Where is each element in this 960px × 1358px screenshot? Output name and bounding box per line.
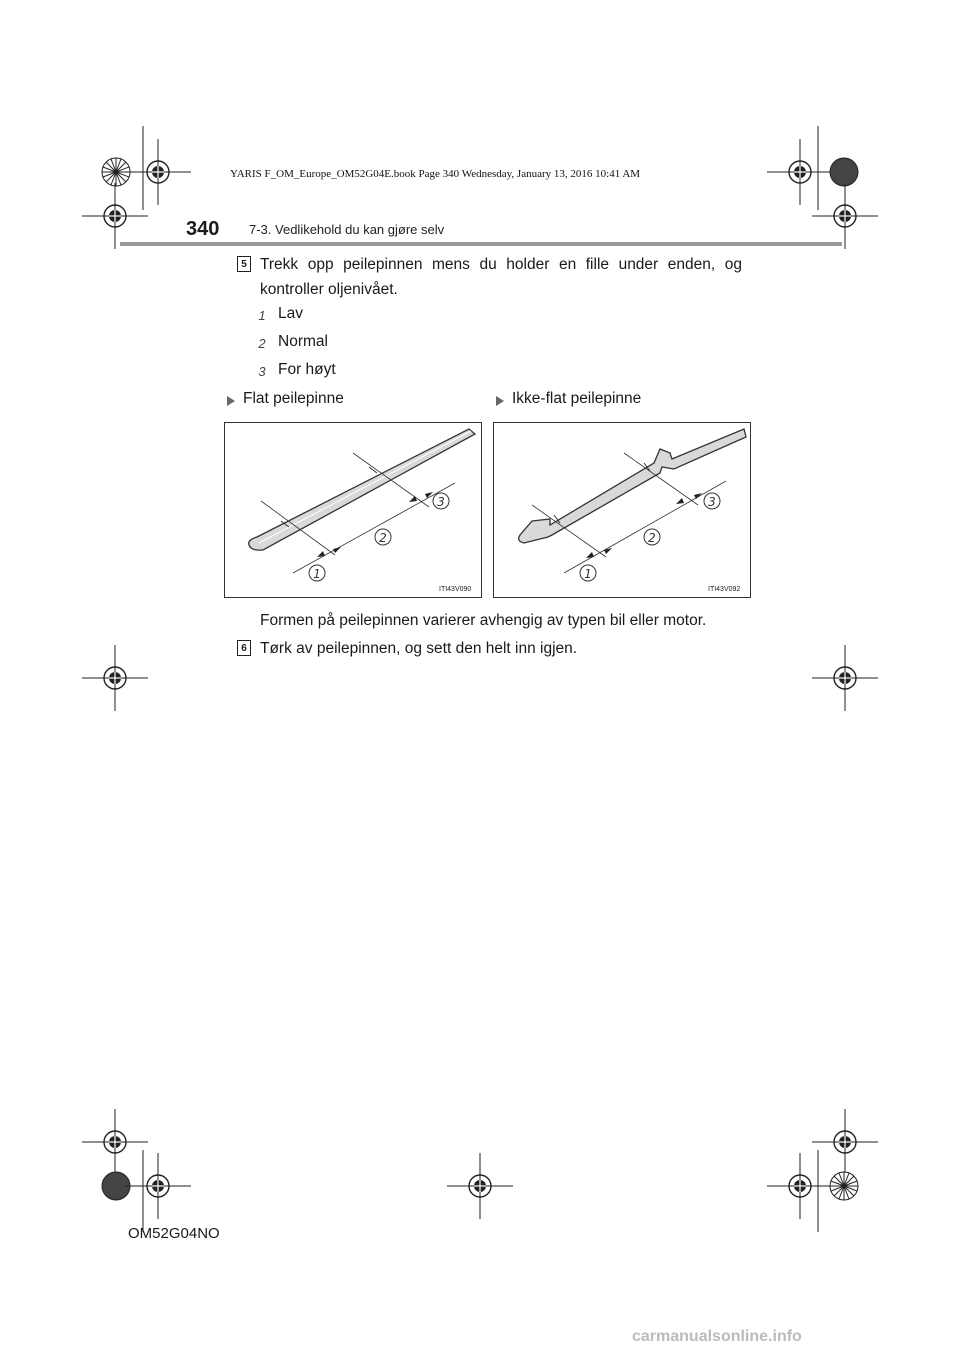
nonflat-dipstick-figure	[493, 422, 751, 598]
level-label: Normal	[278, 333, 328, 350]
dimension-line	[564, 481, 726, 573]
callout-number: 1	[258, 307, 266, 323]
note-text: Formen på peilepinnen varierer avhengig av typen bil eller motor.	[260, 612, 707, 629]
step-text: Tørk av peilepinnen, og sett den helt inn igjen.	[260, 640, 578, 657]
callout-number: 2	[258, 335, 266, 351]
figure-code: ITI43V092	[708, 586, 741, 593]
callout-number: 3	[708, 495, 716, 509]
dipstick-shape	[519, 429, 746, 543]
list-item	[255, 304, 455, 332]
level-label: For høyt	[278, 361, 336, 378]
flat-dipstick-figure	[224, 422, 482, 598]
section-title: 7-3. Vedlikehold du kan gjøre selv	[249, 222, 445, 237]
figure-caption: Flat peilepinne	[243, 390, 344, 407]
figure-code: ITI43V090	[439, 586, 472, 593]
callout-number: 1	[313, 567, 321, 581]
level-mark	[369, 467, 377, 473]
callout-number: 3	[258, 363, 266, 379]
callout-number: 1	[584, 567, 592, 581]
callout-number: 3	[437, 495, 445, 509]
page-number: 340	[186, 218, 220, 240]
callout-number: 2	[379, 531, 387, 545]
level-label: Lav	[278, 305, 303, 322]
triangle-bullet-icon	[496, 396, 504, 406]
arrow-head	[333, 547, 341, 553]
list-item	[255, 360, 455, 388]
triangle-bullet-icon	[227, 396, 235, 406]
arrow-head	[604, 548, 612, 554]
step-text: Trekk opp peilepinnen mens du holder en fille under enden, og kontroller oljenivået.	[260, 256, 742, 298]
dimension-line	[293, 483, 455, 573]
arrow-head	[676, 498, 684, 504]
arrow-head	[317, 551, 325, 557]
step-badge: 5	[237, 256, 251, 272]
callout-number: 2	[648, 531, 656, 545]
list-item	[255, 332, 455, 360]
header-rule	[120, 242, 842, 246]
watermark: carmanualsonline.info	[632, 1328, 802, 1345]
level-list	[255, 304, 455, 388]
step-badge: 6	[237, 640, 251, 656]
print-info: YARIS F_OM_Europe_OM52G04E.book Page 340 Wednesday, January 13, 2016 10:41 AM	[230, 168, 641, 180]
arrow-head	[586, 552, 594, 558]
figure-caption: Ikke-flat peilepinne	[512, 390, 642, 407]
arrow-head	[409, 496, 417, 502]
footer-code: OM52G04NO	[128, 1225, 220, 1242]
